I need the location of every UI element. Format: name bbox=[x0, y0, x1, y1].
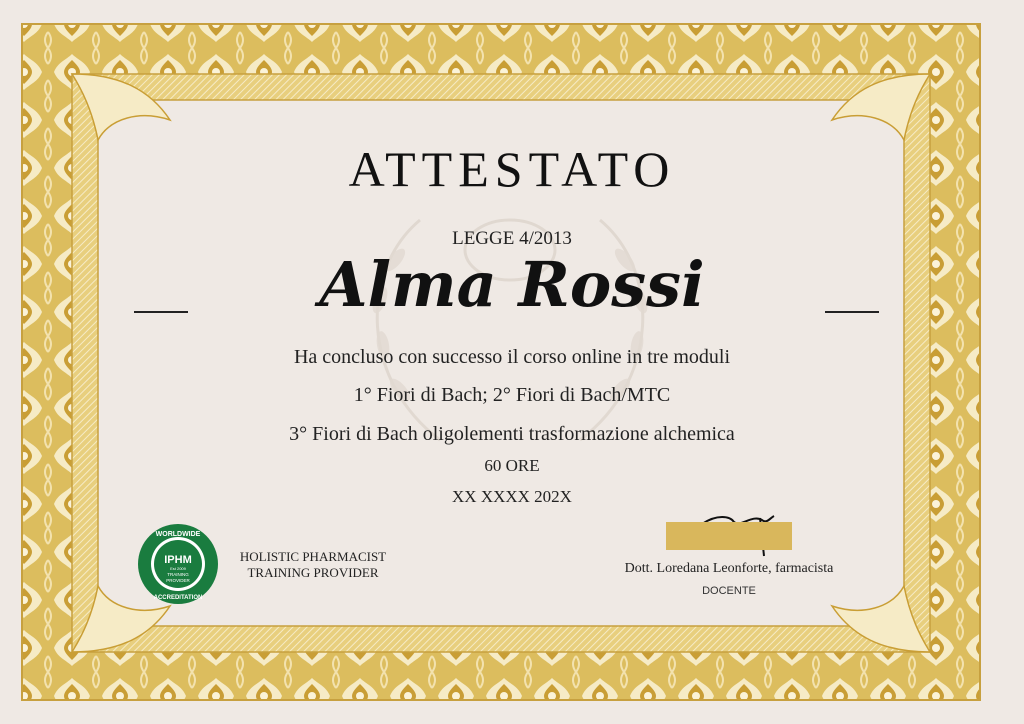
signatory-role: DOCENTE bbox=[702, 585, 756, 597]
body-line-3: 3° Fiori di Bach oligolementi trasformazione alchemica bbox=[289, 423, 735, 445]
certificate-title: ATTESTATO bbox=[348, 141, 676, 197]
law-reference: LEGGE 4/2013 bbox=[452, 228, 572, 249]
seal-bottom-text: ACCREDITATION bbox=[153, 595, 203, 601]
accreditation-seal bbox=[137, 523, 219, 605]
provider-line-2: TRAINING PROVIDER bbox=[247, 565, 379, 580]
signature bbox=[662, 508, 802, 560]
seal-line-2: PROVIDER bbox=[166, 578, 190, 583]
seal-est-text: Est 2009 bbox=[170, 566, 186, 571]
certificate-date: XX XXXX 202X bbox=[452, 487, 572, 506]
provider-line-1: HOLISTIC PHARMACIST bbox=[239, 549, 387, 564]
seal-center-text: IPHM bbox=[164, 554, 192, 566]
body-line-1: Ha concluso con successo il corso online in tre moduli bbox=[293, 346, 730, 368]
course-hours: 60 ORE bbox=[484, 456, 540, 475]
provider-name bbox=[228, 549, 398, 581]
body-line-2: 1° Fiori di Bach; 2° Fiori di Bach/MTC bbox=[353, 384, 671, 406]
signature-redaction-bar bbox=[666, 522, 792, 550]
signatory-name: Dott. Loredana Leonforte, farmacista bbox=[624, 561, 834, 576]
seal-line-1: TRAINING bbox=[167, 572, 189, 577]
seal-top-text: WORLDWIDE bbox=[155, 531, 201, 538]
recipient-name: Alma Rossi bbox=[319, 248, 705, 321]
